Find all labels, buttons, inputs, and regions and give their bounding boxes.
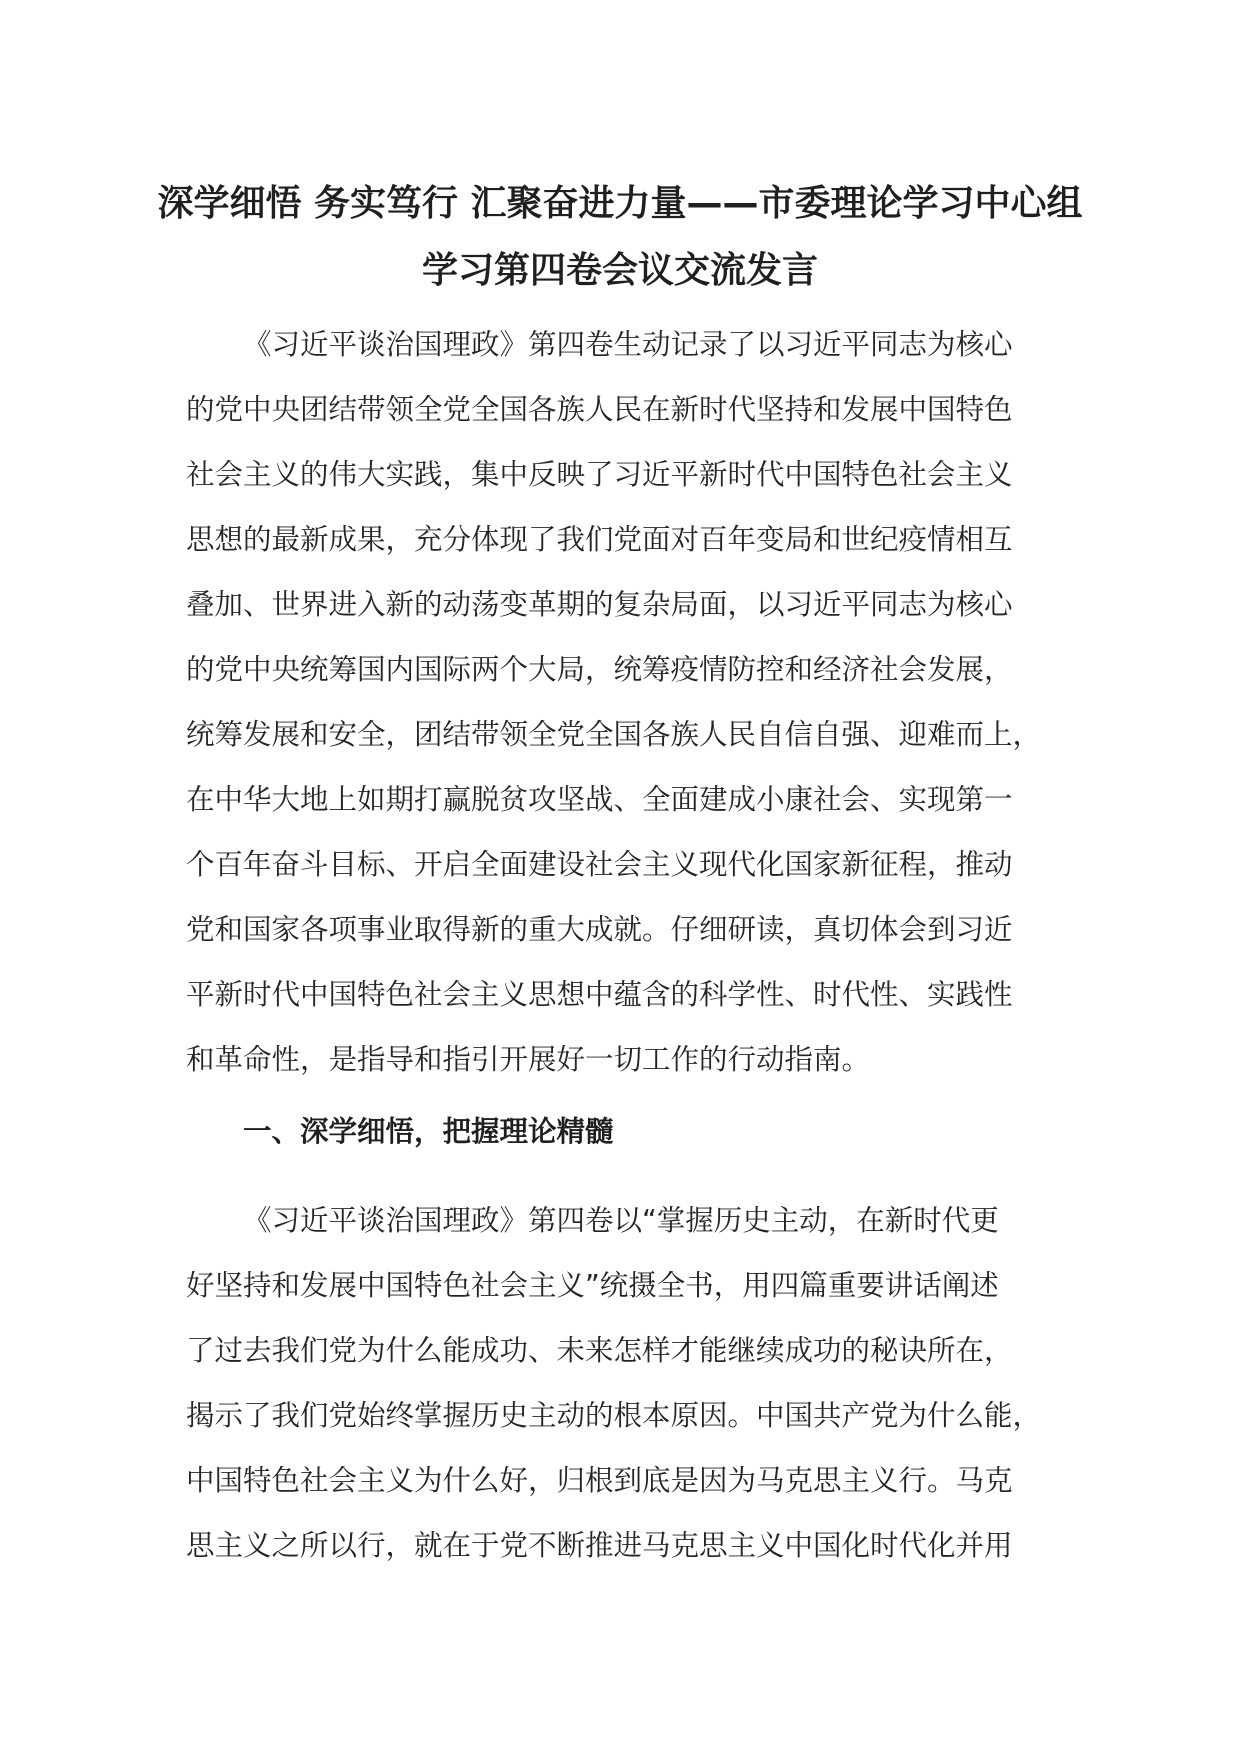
paragraph-line: 中国特色社会主义为什么好，归根到底是因为马克思主义行。马克: [186, 1464, 1013, 1497]
paragraph-line: 思想的最新成果，充分体现了我们党面对百年变局和世纪疫情相互: [186, 523, 1013, 556]
paragraph-line: 好坚持和发展中国特色社会主义”统摄全书，用四篇重要讲话阐述: [186, 1269, 999, 1302]
paragraph-line: 社会主义的伟大实践，集中反映了习近平新时代中国特色社会主义: [186, 458, 1013, 491]
paragraph-line: 《习近平谈治国理政》第四卷生动记录了以习近平同志为核心: [243, 328, 1013, 361]
paragraph-line: 了过去我们党为什么能成功、未来怎样才能继续成功的秘诀所在，: [186, 1334, 1013, 1367]
title-line-1: 深学细悟 务实笃行 汇聚奋进力量——市委理论学习中心组: [157, 183, 1083, 224]
paragraph-line: 《习近平谈治国理政》第四卷以“掌握历史主动，在新时代更: [243, 1204, 999, 1237]
section-heading: 一、深学细悟，把握理论精髓: [243, 1115, 614, 1148]
paragraph-line: 党和国家各项事业取得新的重大成就。仔细研读，真切体会到习近: [186, 913, 1013, 946]
paragraph-line: 在中华大地上如期打赢脱贫攻坚战、全面建成小康社会、实现第一: [186, 783, 1013, 816]
paragraph-line: 和革命性，是指导和指引开展好一切工作的行动指南。: [186, 1043, 871, 1076]
document-title: [150, 170, 1090, 304]
intro-paragraph: [186, 312, 1091, 1092]
paragraph-line: 叠加、世界进入新的动荡变革期的复杂局面，以习近平同志为核心: [186, 588, 1013, 621]
paragraph-line: 个百年奋斗目标、开启全面建设社会主义现代化国家新征程，推动: [186, 848, 1013, 881]
paragraph-line: 揭示了我们党始终掌握历史主动的根本原因。中国共产党为什么能，: [186, 1399, 1042, 1432]
section1-paragraph: [186, 1188, 1091, 1578]
paragraph-line: 的党中央团结带领全党全国各族人民在新时代坚持和发展中国特色: [186, 393, 1013, 426]
title-line-2: 学习第四卷会议交流发言: [421, 250, 818, 291]
paragraph-line: 思主义之所以行，就在于党不断推进马克思主义中国化时代化并用: [186, 1529, 1013, 1562]
paragraph-line: 统筹发展和安全，团结带领全党全国各族人民自信自强、迎难而上，: [186, 718, 1042, 751]
paragraph-line: 平新时代中国特色社会主义思想中蕴含的科学性、时代性、实践性: [186, 978, 1013, 1011]
paragraph-line: 的党中央统筹国内国际两个大局，统筹疫情防控和经济社会发展，: [186, 653, 1013, 686]
